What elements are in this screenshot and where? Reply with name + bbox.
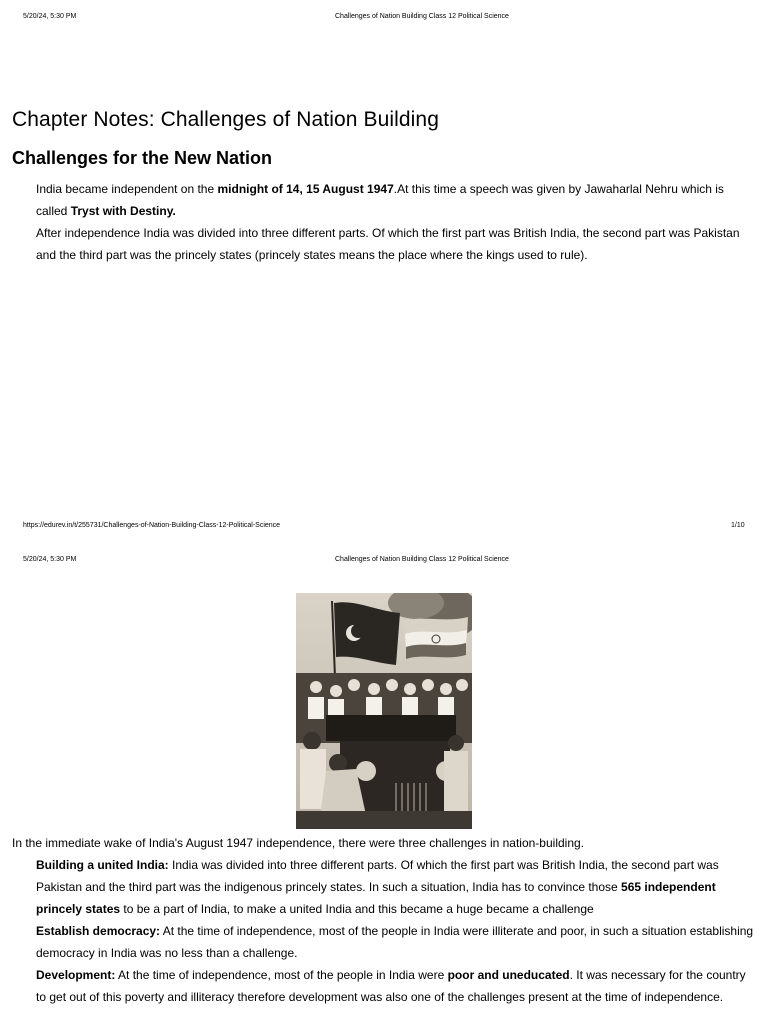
challenge-democracy: Establish democracy: At the time of independence, most of the people in India were illiterate and poor, in such a situation establishing democracy in India was no less than a challenge. <box>36 924 754 960</box>
paragraph-division: After independence India was divided into three different parts. Of which the first part was British India, the second part was Pakistan and the third part was the princely states (princely states means the place where the kings used to rule). <box>36 226 740 262</box>
challenge-united-india: Building a united India: India was divided into three different parts. Of which the first part was British India, the second part was Pakistan and the third part was the indigenous princely states. In such a situation, India has to convince those 565 independent princely states to be a part of India, to make a united India and this became a huge became a challenge <box>36 858 719 916</box>
challenge-development: Development: At the time of independence, most of the people in India were poor and uneducated. It was necessary for the country to get out of this poverty and illiteracy therefore development was also one of the challenges present at the time of independence. <box>36 968 746 1004</box>
header-title-2: Challenges of Nation Building Class 12 Political Science <box>335 556 509 563</box>
header-title: Challenges of Nation Building Class 12 Political Science <box>335 13 509 20</box>
independence-photo <box>296 593 472 829</box>
header-datetime-2: 5/20/24, 5:30 PM <box>23 556 77 563</box>
chapter-heading: Chapter Notes: Challenges of Nation Building <box>12 108 439 131</box>
intro-paragraph: In the immediate wake of India's August 1947 independence, there were three challenges in nation-building. <box>12 836 585 850</box>
header-datetime: 5/20/24, 5:30 PM <box>23 13 77 20</box>
footer-page-number: 1/10 <box>731 522 745 529</box>
label-development: Development: <box>36 968 116 982</box>
bold-poor-uneducated: poor and uneducated <box>447 968 570 982</box>
label-democracy: Establish democracy: <box>36 924 161 938</box>
bold-date: midnight of 14, 15 August 1947 <box>217 182 394 196</box>
paragraph-independence: India became independent on the midnight of 14, 15 August 1947.At this time a speech was given by Jawaharlal Nehru which is called Tryst with Destiny. <box>36 182 724 218</box>
bold-princely-states: 565 independent princely states <box>36 880 716 916</box>
footer-url[interactable]: https://edurev.in/t/255731/Challenges-of-Nation-Building-Class-12-Political-Science <box>23 522 281 529</box>
bold-tryst: Tryst with Destiny. <box>70 204 176 218</box>
section-title: Challenges for the New Nation <box>12 148 273 168</box>
label-united-india: Building a united India: <box>36 858 169 872</box>
